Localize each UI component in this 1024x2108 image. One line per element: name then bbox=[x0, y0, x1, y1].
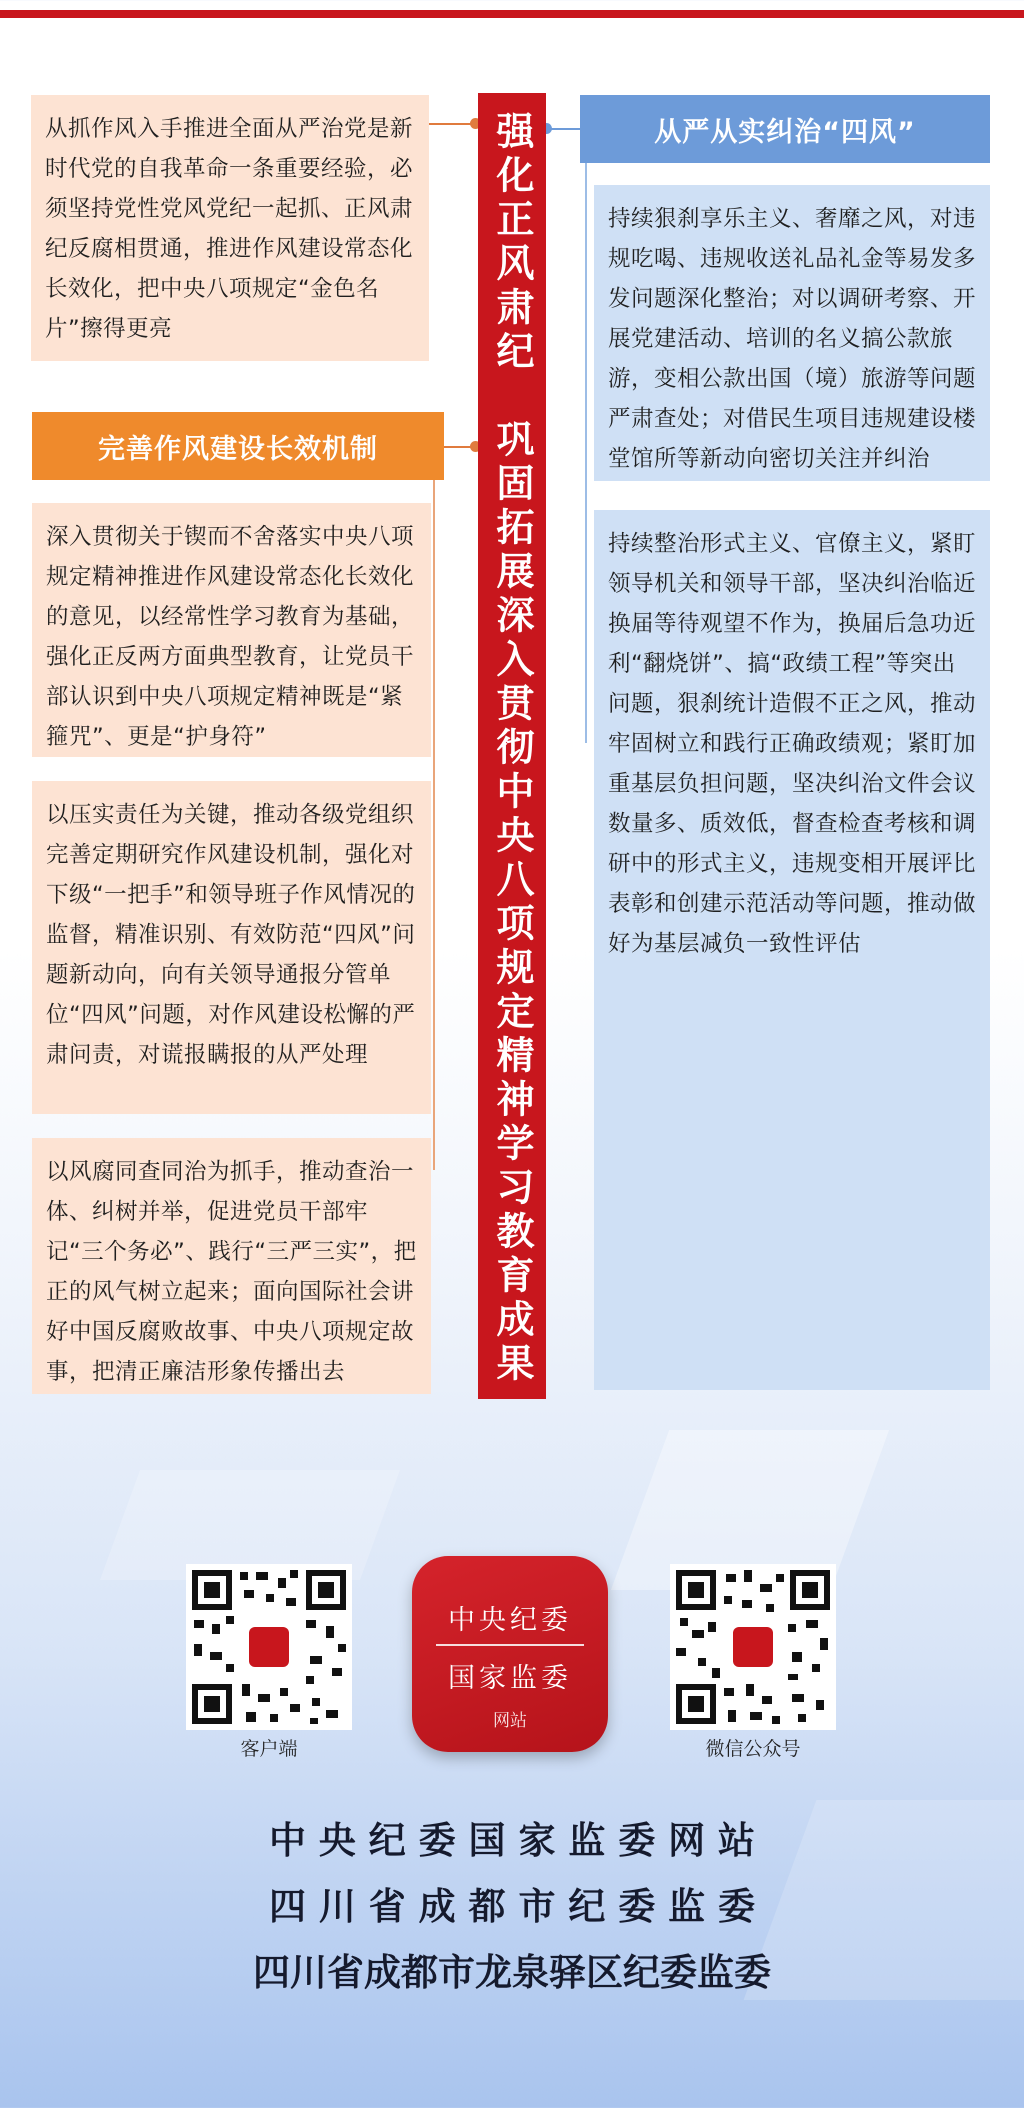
connector-line bbox=[585, 163, 587, 743]
center-title: 强化正风肃纪 巩固拓展深入贯彻中央八项规定精神学习教育成果 bbox=[490, 111, 534, 1387]
footer-line-3: 四川省成都市龙泉驿区纪委监委 bbox=[253, 1951, 771, 1994]
left-section-header: 完善作风建设长效机制 bbox=[32, 412, 444, 480]
left-item-1: 深入贯彻关于锲而不舍落实中央八项规定精神推进作风建设常态化长效化的意见，以经常性学习教育为基础，强化正反两方面典型教育，让党员干部认识到中央八项规定精神既是“紧箍咒”、更是“护身符” bbox=[32, 503, 431, 757]
top-red-rule bbox=[0, 10, 1024, 18]
qr-label-wechat: 微信公众号 bbox=[705, 1738, 801, 1760]
connector-line bbox=[433, 480, 435, 1170]
logo-divider bbox=[436, 1644, 584, 1646]
qr-code-icon bbox=[670, 1564, 836, 1730]
qr-label-client: 客户端 bbox=[240, 1738, 298, 1760]
left-item-3: 以风腐同查同治为抓手，推动查治一体、纠树并举，促进党员干部牢记“三个务必”、践行“三严三实”，把正的风气树立起来；面向国际社会讲好中国反腐败故事、中央八项规定故事，把清正廉洁形象传播出去 bbox=[32, 1138, 431, 1394]
qr-code-icon bbox=[186, 1564, 352, 1730]
right-section-header: 从严从实纠治“四风” bbox=[580, 95, 990, 163]
qr-code-wechat[interactable] bbox=[670, 1564, 836, 1730]
logo-line-3: 网站 bbox=[493, 1711, 527, 1731]
footer-line-1: 中 央 纪 委 国 家 监 委 网 站 bbox=[269, 1819, 755, 1862]
center-title-banner bbox=[478, 93, 546, 1399]
intro-box: 从抓作风入手推进全面从严治党是新时代党的自我革命一条重要经验，必须坚持党性党风党纪一起抓、正风肃纪反腐相贯通，推进作风建设常态化长效化，把中央八项规定“金色名片”擦得更亮 bbox=[31, 95, 429, 361]
right-item-1: 持续狠刹享乐主义、奢靡之风，对违规吃喝、违规收送礼品礼金等易发多发问题深化整治；对以调研考察、开展党建活动、培训的名义搞公款旅游，变相公款出国（境）旅游等问题严肃查处；对借民生项目违规建设楼堂馆所等新动向密切关注并纠治 bbox=[594, 185, 990, 481]
logo-line-2: 国家监委 bbox=[448, 1663, 572, 1694]
left-item-2: 以压实责任为关键，推动各级党组织完善定期研究作风建设机制，强化对下级“一把手”和领导班子作风情况的监督，精准识别、有效防范“四风”问题新动向，向有关领导通报分管单位“四风”问题，对作风建设松懈的严肃问责，对谎报瞒报的从严处理 bbox=[32, 781, 431, 1114]
ccdi-logo bbox=[412, 1556, 608, 1752]
footer-line-2: 四 川 省 成 都 市 纪 委 监 委 bbox=[269, 1885, 755, 1928]
qr-code-client[interactable] bbox=[186, 1564, 352, 1730]
right-item-2: 持续整治形式主义、官僚主义，紧盯领导机关和领导干部，坚决纠治临近换届等待观望不作为，换届后急功近利“翻烧饼”、搞“政绩工程”等突出问题，狠刹统计造假不正之风，推动牢固树立和践行正确政绩观；紧盯加重基层负担问题，坚决纠治文件会议数量多、质效低，督查检查考核和调研中的形式主义，违规变相开展评比表彰和创建示范活动等问题，推动做好为基层减负一致性评估 bbox=[594, 510, 990, 1390]
logo-line-1: 中央纪委 bbox=[448, 1605, 572, 1636]
